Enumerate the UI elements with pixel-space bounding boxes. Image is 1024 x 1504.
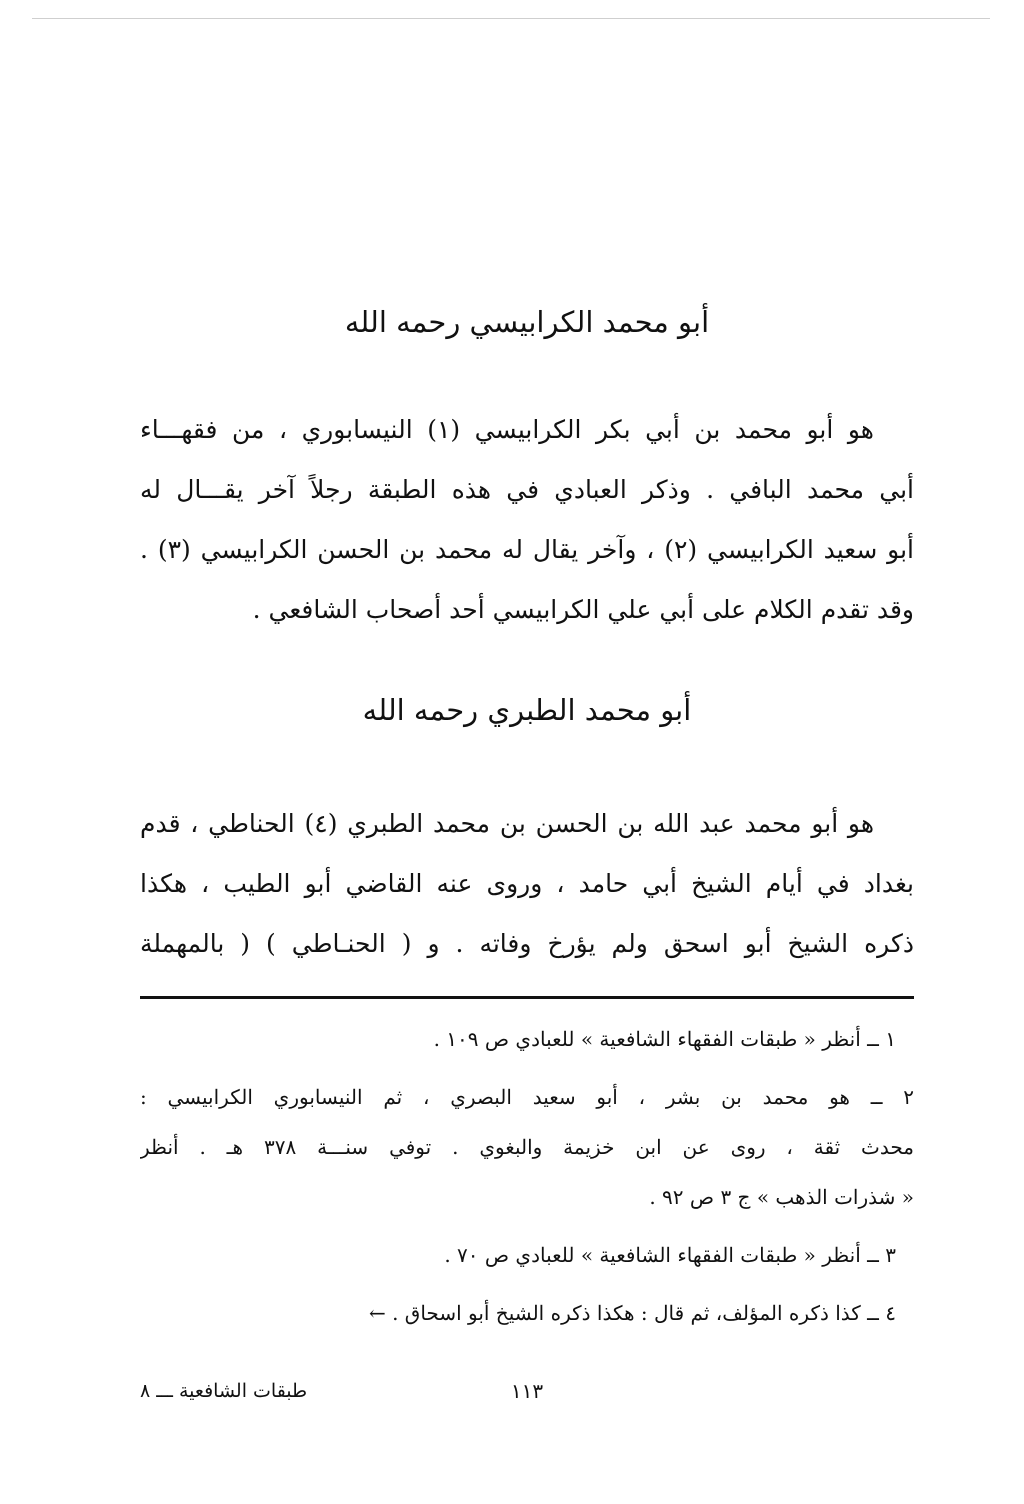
footnotes bbox=[140, 1014, 914, 1338]
footnote-separator bbox=[140, 996, 914, 999]
footnote-4: ٤ ــ كذا ذكره المؤلف، ثم قال : هكذا ذكره الشيخ أبو اسحاق . ← bbox=[368, 1301, 896, 1325]
paragraph-line: أبي محمد البافي . وذكر العبادي في هذه الطبقة رجلاً آخر يقـــال له bbox=[140, 475, 914, 504]
section-heading-tabari: أبو محمد الطبري رحمه الله bbox=[362, 693, 692, 727]
paragraph-karabisi bbox=[140, 400, 914, 640]
page-footer bbox=[140, 1376, 914, 1406]
footnote-3: ٣ ــ أنظر « طبقات الفقهاء الشافعية » للعبادي ص ٧٠ . bbox=[444, 1243, 896, 1267]
print-signature: طبقات الشافعية ـــ ٨ bbox=[140, 1380, 308, 1402]
paragraph-tabari bbox=[140, 794, 914, 974]
paragraph-line: أبو سعيد الكرابيسي (٢) ، وآخر يقال له محمد بن الحسن الكرابيسي (٣) . bbox=[140, 535, 914, 564]
paragraph-line: هو أبو محمد عبد الله بن الحسن بن محمد الطبري (٤) الحناطي ، قدم bbox=[140, 809, 875, 838]
footnote-2-continued: محدث ثقة ، روى عن ابن خزيمة والبغوي . توفي سنـــة ٣٧٨ هـ . أنظر bbox=[140, 1135, 914, 1159]
page-number: ١١٣ bbox=[510, 1379, 544, 1403]
book-page bbox=[140, 0, 914, 1504]
paragraph-line: هو أبو محمد بن أبي بكر الكرابيسي (١) النيسابوري ، من فقهـــاء bbox=[140, 415, 874, 444]
footnote-1: ١ ــ أنظر « طبقات الفقهاء الشافعية » للعبادي ص ١٠٩ . bbox=[433, 1027, 896, 1051]
section-heading-karabisi: أبو محمد الكرابيسي رحمه الله bbox=[344, 305, 710, 339]
footnote-2-continued: « شذرات الذهب » ج ٣ ص ٩٢ . bbox=[649, 1185, 914, 1209]
paragraph-line: وقد تقدم الكلام على أبي علي الكرابيسي أحد أصحاب الشافعي . bbox=[252, 595, 914, 624]
paragraph-line: بغداد في أيام الشيخ أبي حامد ، وروى عنه القاضي أبو الطيب ، هكذا bbox=[140, 869, 914, 898]
footnote-2: ٢ ــ هو محمد بن بشر ، أبو سعيد البصري ، ثم النيسابوري الكرابيسي : bbox=[140, 1085, 914, 1109]
paragraph-line: ذكره الشيخ أبو اسحق ولم يؤرخ وفاته . و ( الحنـاطي ) ( بالمهملة bbox=[140, 929, 914, 958]
